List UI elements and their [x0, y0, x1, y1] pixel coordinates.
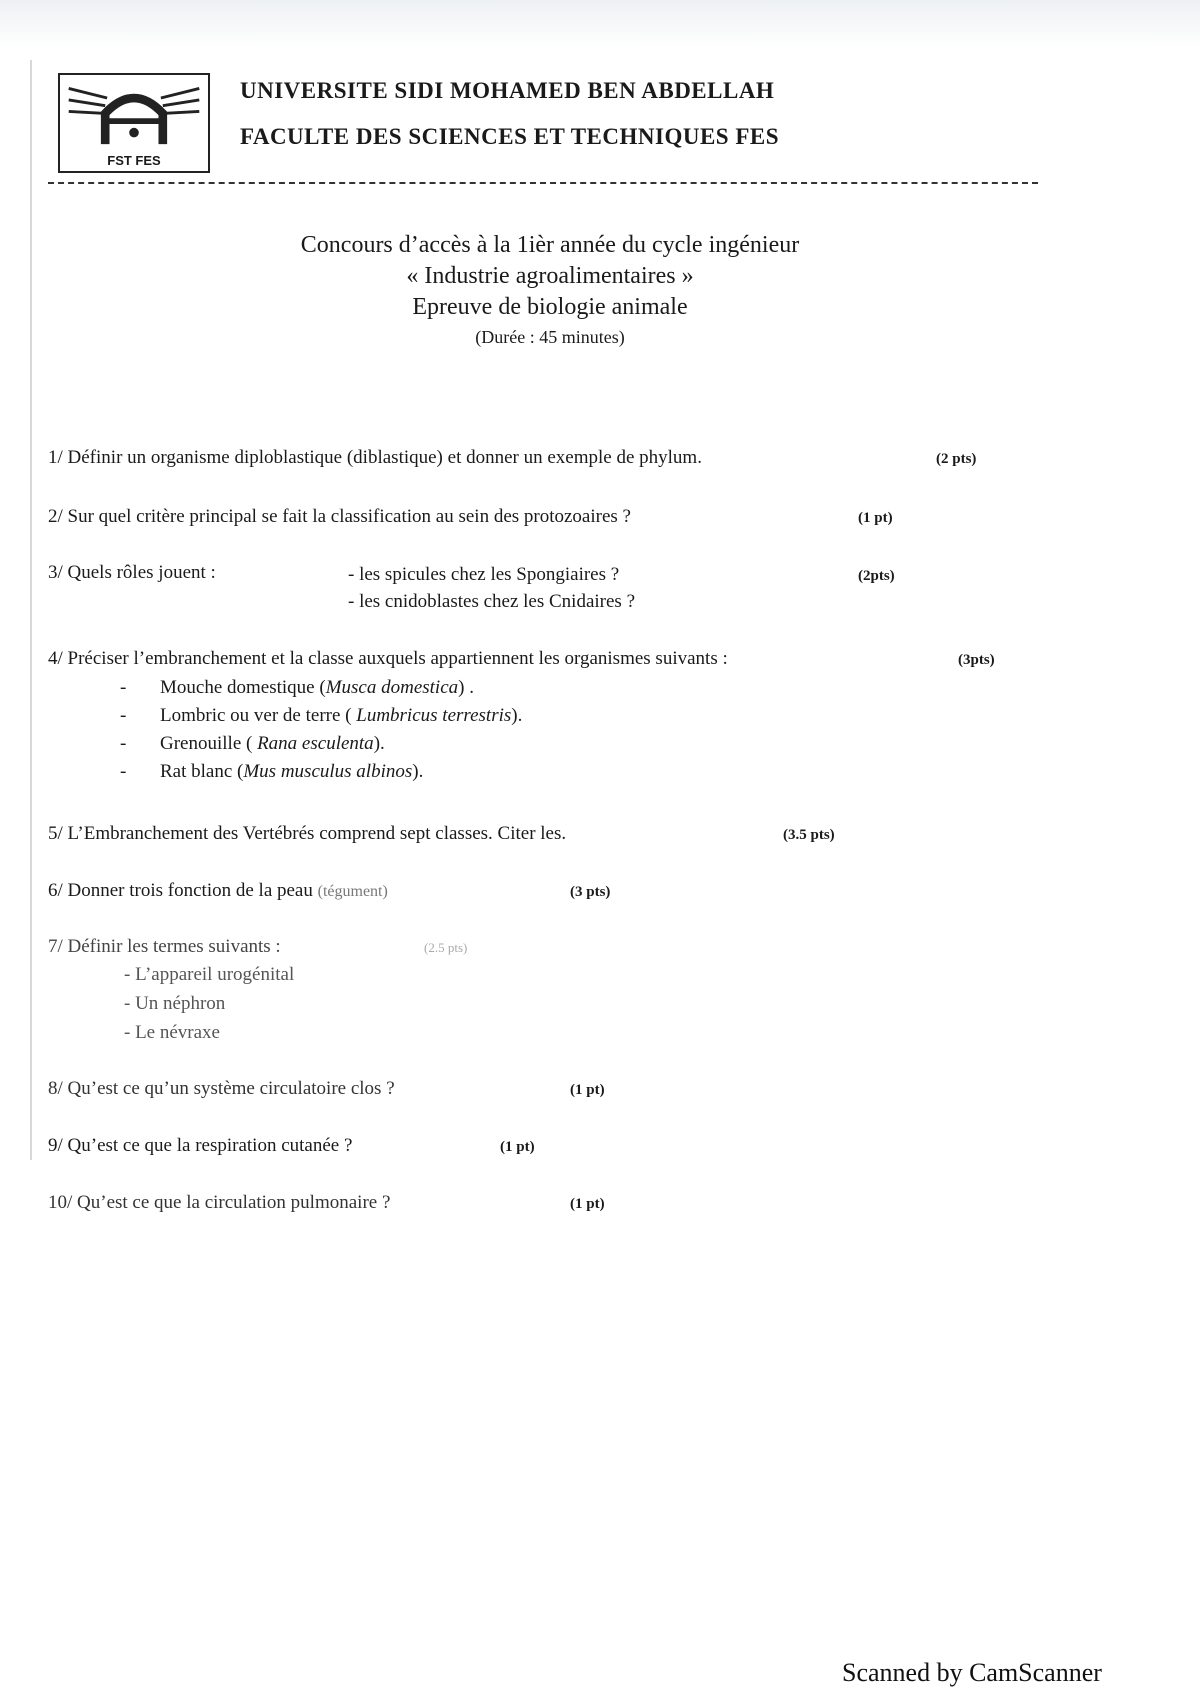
list-item: - Mouche domestique (Musca domestica) . — [120, 677, 474, 698]
question-7: 7/ Définir les termes suivants : — [48, 936, 281, 957]
list-item: - Un néphron — [124, 993, 226, 1014]
question-10: 10/ Qu’est ce que la circulation pulmonaire ? — [48, 1192, 391, 1213]
question-4-points: (3pts) — [958, 652, 995, 668]
logo-text: FST FES — [107, 153, 161, 168]
question-6-points: (3 pts) — [570, 884, 611, 900]
terms-list — [124, 964, 294, 1051]
list-item: - Grenouille ( Rana esculenta). — [120, 733, 385, 754]
question-3-points: (2pts) — [858, 568, 895, 584]
question-9: 9/ Qu’est ce que la respiration cutanée ? — [48, 1135, 353, 1156]
header-divider — [48, 182, 1038, 184]
list-item: - L’appareil urogénital — [124, 964, 295, 985]
scan-smudge — [0, 0, 1200, 48]
question-9-points: (1 pt) — [500, 1139, 535, 1155]
exam-duration: (Durée : 45 minutes) — [475, 327, 625, 347]
question-3-sub-2: - les cnidoblastes chez les Cnidaires ? — [348, 591, 636, 612]
question-5: 5/ L’Embranchement des Vertébrés comprend sept classes. Citer les. — [48, 823, 567, 844]
question-2: 2/ Sur quel critère principal se fait la classification au sein des protozoaires ? — [48, 506, 631, 527]
question-1-points: (2 pts) — [936, 451, 977, 467]
question-1: 1/ Définir un organisme diploblastique (diblastique) et donner un exemple de phylum. — [48, 447, 702, 468]
camscanner-watermark: Scanned by CamScanner — [842, 1658, 1102, 1687]
faculty-name: FACULTE DES SCIENCES ET TECHNIQUES FES — [240, 124, 780, 149]
exam-subject: Epreuve de biologie animale — [412, 294, 688, 320]
question-6-aside: (tégument) — [317, 883, 388, 900]
list-item: - Le névraxe — [124, 1022, 220, 1043]
question-3-sub-1: - les spicules chez les Spongiaires ? — [348, 564, 620, 585]
program-name: « Industrie agroalimentaires » — [406, 263, 694, 289]
question-6: 6/ Donner trois fonction de la peau (tégument) — [48, 880, 388, 901]
question-4: 4/ Préciser l’embranchement et la classe auxquels appartiennent les organismes suivants : — [48, 648, 728, 669]
fst-logo — [58, 73, 210, 173]
list-item: - Lombric ou ver de terre ( Lumbricus terrestris). — [120, 705, 523, 726]
scan-edge — [30, 60, 32, 1160]
list-item: - Rat blanc (Mus musculus albinos). — [120, 761, 424, 782]
question-3: 3/ Quels rôles jouent : — [48, 562, 216, 583]
university-name: UNIVERSITE SIDI MOHAMED BEN ABDELLAH — [240, 78, 775, 103]
exam-title-block — [0, 232, 1100, 348]
question-7-points: (2.5 pts) — [424, 940, 468, 955]
exam-title: Concours d’accès à la 1ièr année du cycle ingénieur — [300, 232, 800, 258]
question-8: 8/ Qu’est ce qu’un système circulatoire clos ? — [48, 1078, 395, 1099]
question-10-points: (1 pt) — [570, 1196, 605, 1212]
question-5-points: (3.5 pts) — [783, 827, 835, 843]
organism-list — [120, 677, 522, 789]
question-2-points: (1 pt) — [858, 510, 893, 526]
question-8-points: (1 pt) — [570, 1082, 605, 1098]
